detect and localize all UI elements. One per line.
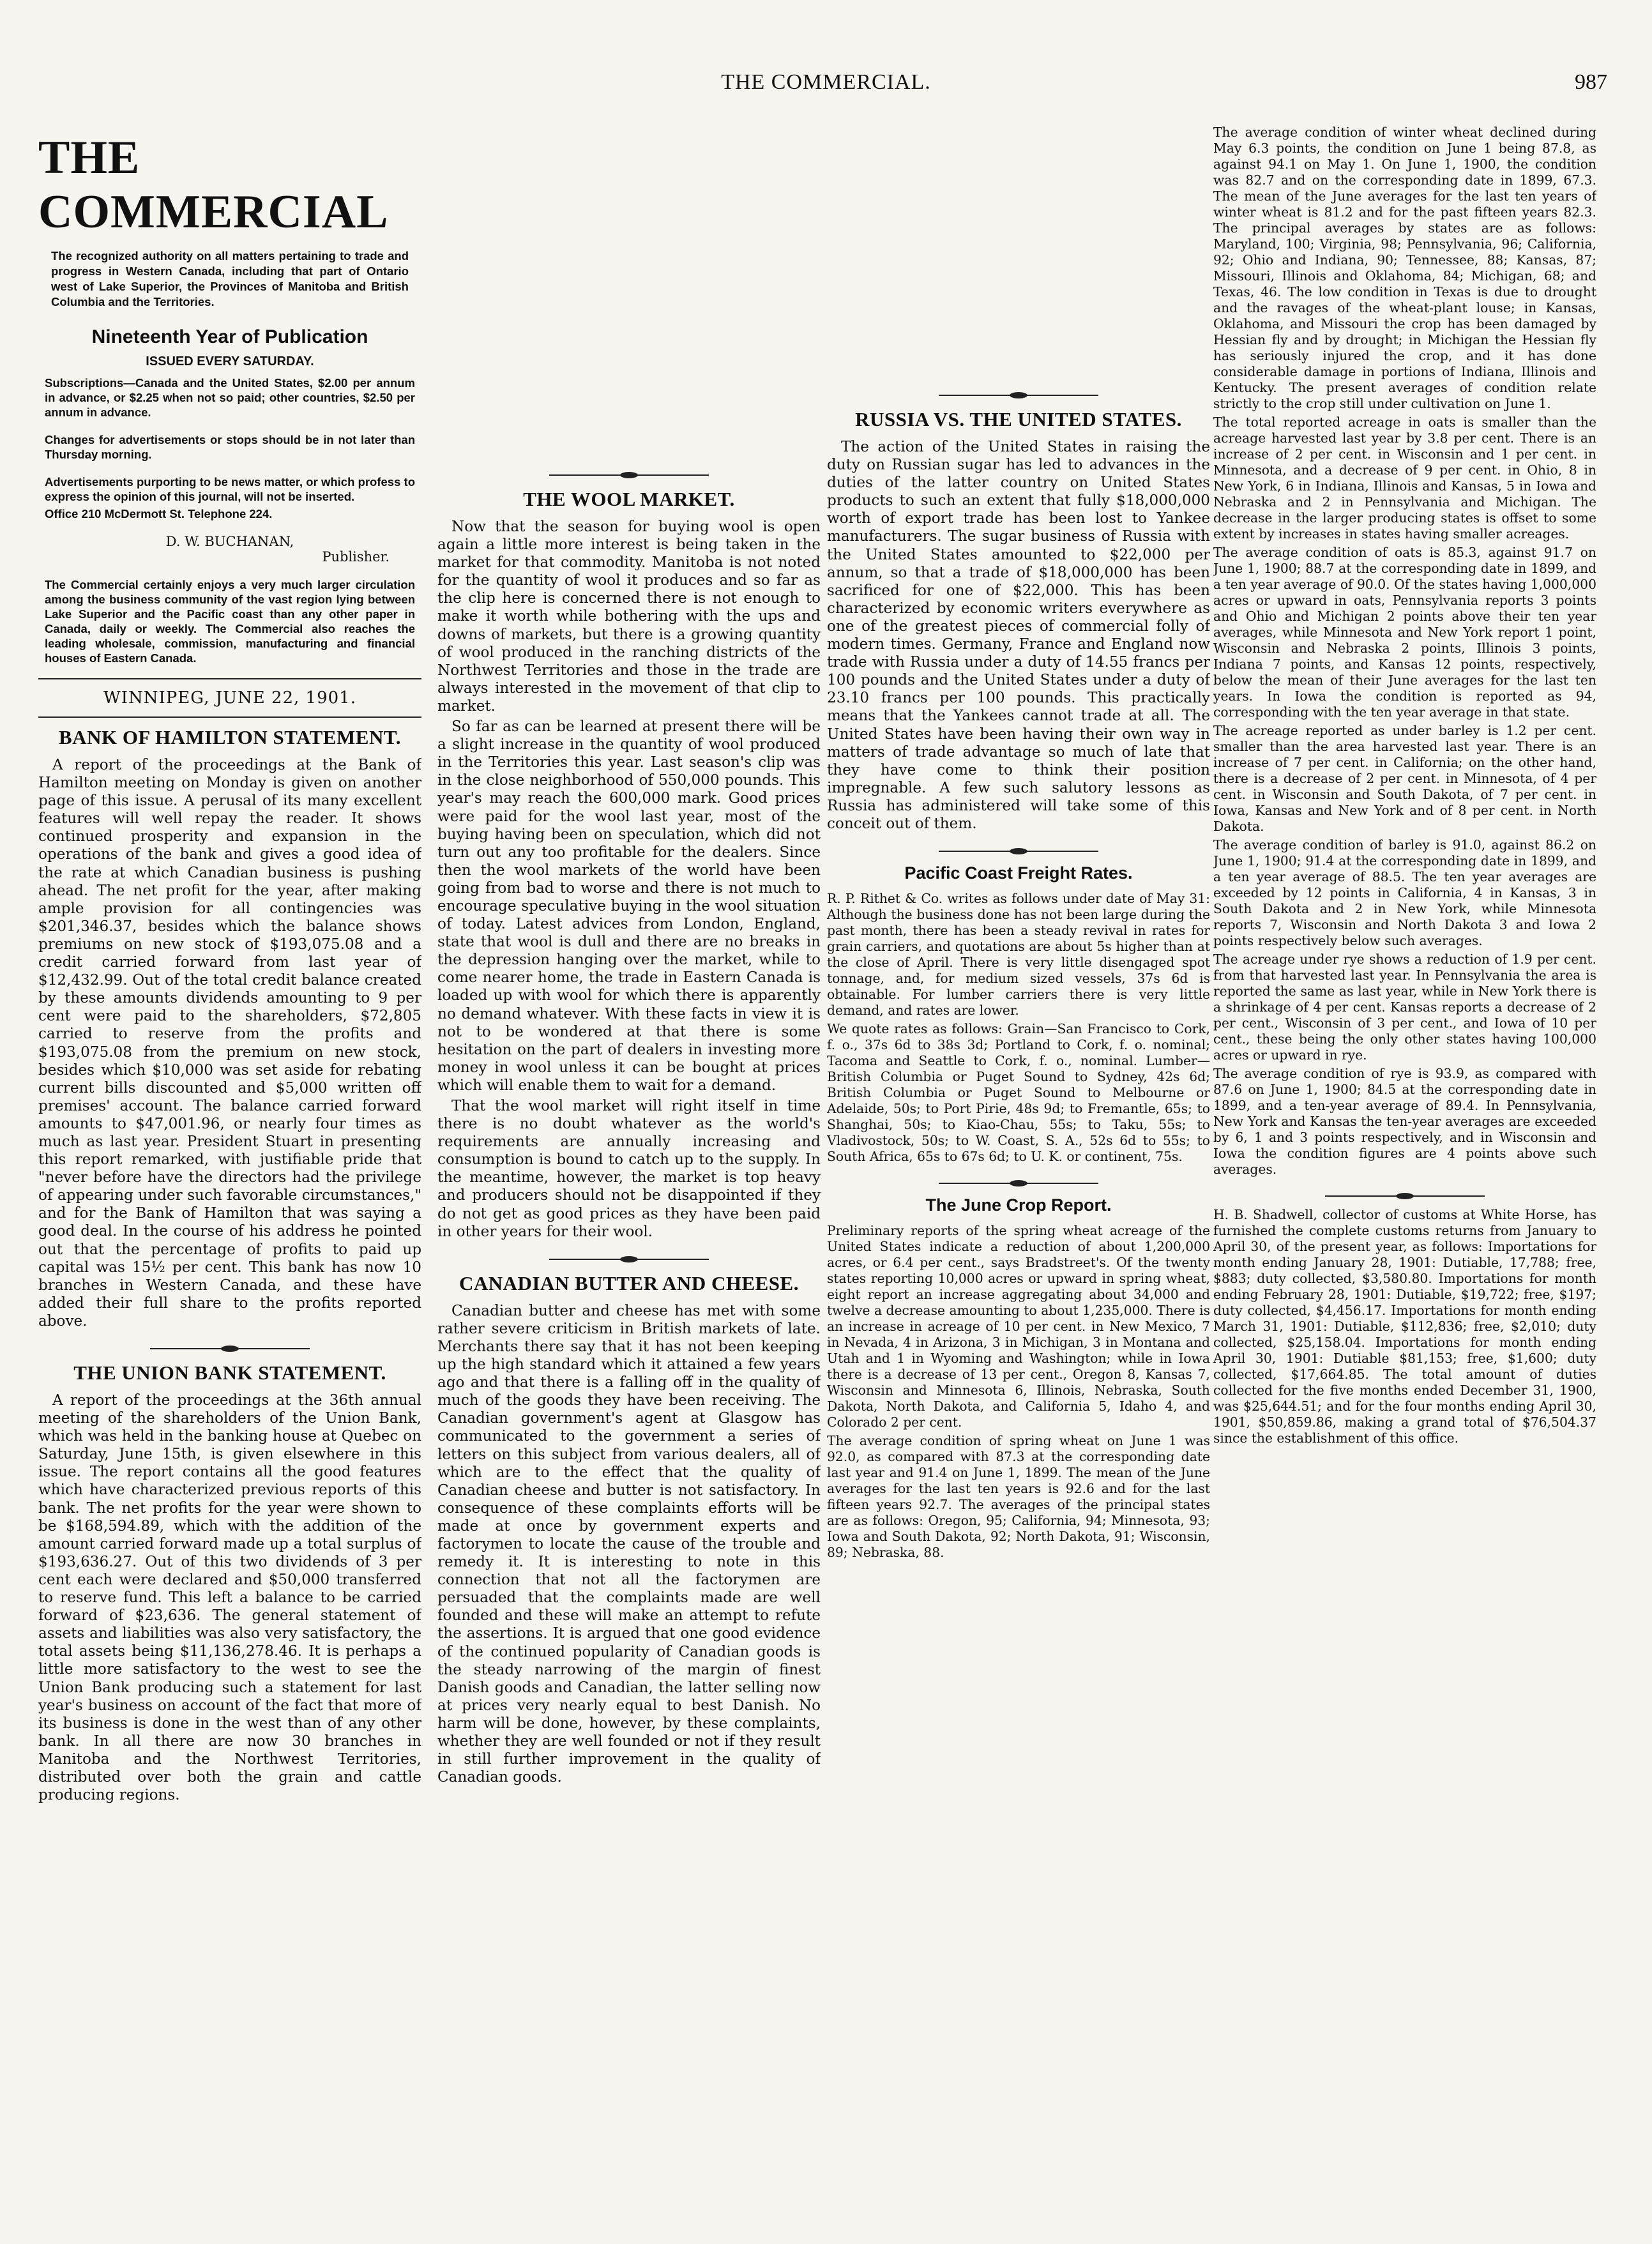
running-title: THE COMMERCIAL. <box>721 70 931 94</box>
article-title: BANK OF HAMILTON STATEMENT. <box>59 726 401 748</box>
article-paragraph: The acreage under rye shows a reduction of 1.9 per cent. from that harvested last year. In Pennsylvania the area is reported the same as last year, while in New York there is a shrinkage of 4 per cent. Kansas reports a decrease of 2 per cent., Wisconsin of 3 per cent., and Iowa of 10 per cent., these being the only other states having 100,000 acres or upward in rye. <box>1213 951 1596 1063</box>
advertisements-notice: Advertisements purporting to be news matter, or which profess to express the opinion of this journal, will not be inserted. <box>45 475 415 503</box>
ornament-divider <box>549 1255 709 1264</box>
dateline: WINNIPEG, JUNE 22, 1901. <box>103 688 356 708</box>
publication-year: Nineteenth Year of Publication <box>91 326 368 347</box>
page-header <box>0 0 1652 94</box>
article-paragraph: Preliminary reports of the spring wheat acreage of the United States indicate a reduction of about 1,200,000 acres, or 6.4 per cent., says Bradstreet's. Of the twenty states reporting 10,000 acres or upward in spring wheat, eight report an increase aggregating about 34,000 and twelve a decrease amounting to about 1,235,000. There is an increase in acreage of 10 per cent. in New Mexico, 7 in Nevada, 4 in Arizona, 3 in Michigan, 3 in Montana and Utah and 1 in Wyoming and Washington; while in Iowa there is a decrease of 13 per cent., Oregon 8, Kansas 7, Wisconsin and Minnesota 6, Illinois, Nebraska, South Dakota, North Dakota, and California 5, Idaho 4, and Colorado 2 per cent. <box>827 1223 1210 1430</box>
ornament-divider <box>1325 1192 1485 1201</box>
article-paragraph: A report of the proceedings at the Bank of Hamilton meeting on Monday is given on another page of this issue. A perusal of its many excellent features will well repay the reader. It shows continued prosperity and expansion in the operations of the bank and gives a good idea of the rate at which Canadian business is pushing ahead. The net profit for the year, after making ample provision for all contingencies was $201,346.37, besides which the balance shows premiums on new stock of $193,075.08 and a credit carried forward from last year of $12,432.99. Out of the total credit balance created by these amounts dividends amounting to 9 per cent were paid to the shareholders, $72,805 carried to reserve from the profits and $193,075.08 from the premium on new stock, besides which $10,000 was set aside for rebating current bills discounted and $5,000 written off premises' account. The balance carried forward amounts to $47,001.96, or nearly four times as much as last year. President Stuart in presenting this report remarked, with justifiable pride that "never before have the directors had the privilege of appearing under such favorable circumstances," and for the Bank of Hamilton that was saying a good deal. In the course of his address he pointed out that the percentage of profits to paid up capital was 15½ per cent. This bank has now 10 branches in Western Canada, and these have added their full share to the profits reported above. <box>38 757 421 1330</box>
article-paragraph: The total reported acreage in oats is smaller than the acreage harvested last year by 3.8 per cent. There is an increase of 2 per cent. in Wisconsin and 1 per cent. in Minnesota, and a decrease of 9 per cent. in Ohio, 8 in New York, 6 in Indiana, Illinois and Kansas, 5 in Iowa and Nebraska and 2 in Pennsylvania and Michigan. The decrease in the larger producing states is offset to some extent by increases in states having smaller acreages. <box>1213 414 1596 542</box>
column-4 <box>1213 125 1596 2225</box>
article-paragraph: R. P. Rithet & Co. writes as follows under date of May 31: Although the business done has not been large during the past month, there has been a steady revival in rates for grain carriers, and quotations are about 5s higher than at the close of April. There is very little disengaged spot tonnage, and, for medium sized vessels, 37s 6d is obtainable. For lumber carriers there is very little demand, and rates are lower. <box>827 891 1210 1019</box>
column-1 <box>38 125 421 2225</box>
article-title: RUSSIA VS. THE UNITED STATES. <box>855 408 1182 430</box>
circulation-notice: The Commercial certainly enjoys a very much larger circulation among the business community of the vast region lying between Lake Superior and the Pacific coast than any other paper in Canada, daily or weekly. The Commercial also reaches the leading wholesale, commission, manufacturing and financial houses of Eastern Canada. <box>45 578 415 665</box>
publisher-name: D. W. BUCHANAN, <box>165 534 294 549</box>
issued-line: ISSUED EVERY SATURDAY. <box>146 354 314 368</box>
ornament-divider <box>939 1179 1098 1188</box>
article-title: THE WOOL MARKET. <box>523 488 735 510</box>
ornament-divider <box>939 391 1098 400</box>
article-paragraph: The acreage reported as under barley is 1.2 per cent. smaller than the area harvested last year. There is an increase of 7 per cent. in California; on the other hand, there is a decrease of 2 per cent. in Minnesota, of 4 per cent. in Wisconsin and South Dakota, of 7 per cent. in Iowa, Kansas and New York and of 8 per cent. in North Dakota. <box>1213 723 1596 834</box>
article-paragraph: A report of the proceedings at the 36th annual meeting of the shareholders of the Union Bank, which was held in the banking house at Quebec on Saturday, June 15th, is given elsewhere in this issue. The report contains all the good features which have characterized previous reports of this bank. The net profits for the year were shown to be $168,594.89, which with the addition of the amount carried forward made up a total surplus of $193,636.27. Out of this two dividends of 3 per cent each were declared and $50,000 transferred to reserve fund. This left a balance to be carried forward of $23,636. The general statement of assets and liabilities was also very satisfactory, the total assets being $11,136,278.46. It is perhaps a little more satisfactory to the west to see the Union Bank producing such a statement for last year's business on account of the fact that more of its business is done in the west than of any other bank. In all there are now 30 branches in Manitoba and the Northwest Territories, distributed over both the grain and cattle producing regions. <box>38 1392 421 1804</box>
office-address: Office 210 McDermott St. Telephone 224. <box>45 507 273 520</box>
ornament-divider <box>549 471 709 480</box>
article-paragraph: The average condition of oats is 85.3, against 91.7 on June 1, 1900; 88.7 at the corresponding date in 1899, and a ten year average of 90.0. Of the states having 1,000,000 acres or upward in oats, Pennsylvania reports 3 points and Ohio and Michigan 2 points above their ten year averages, while Minnesota and New York report 1 point, Wisconsin and Nebraska 2 points, Illinois 3 points, Indiana 7 points, and Kansas 12 points, respectively, below the mean of their June averages for the last ten years. In Iowa the condition is reported as 94, corresponding with the ten year average in that state. <box>1213 545 1596 720</box>
article-paragraph: The average condition of rye is 93.9, as compared with 87.6 on June 1, 1900; 84.5 at the corresponding date in 1899, and a ten-year average of 89.4. In Pennsylvania, New York and Kansas the ten-year averages are exceeded by 6, 1 and 3 points respectively, and in Wisconsin and Iowa the condition figures are 4 points above such averages. <box>1213 1066 1596 1177</box>
authority-statement: The recognized authority on all matters pertaining to trade and progress in Western Canada, including that part of Ontario west of Lake Superior, the Provinces of Manitoba and British Columbia and the Territories. <box>51 249 409 308</box>
continued-space <box>827 125 1210 377</box>
article-paragraph: That the wool market will right itself in time there is no doubt whatever as the world's requirements are annually increasing and consumption is bound to catch up to the supply. In the meantime, however, the market is top heavy and producers should not be disappointed if they do not get as good prices as they have been paid in other years for their wool. <box>437 1098 821 1240</box>
article-title: Pacific Coast Freight Rates. <box>904 863 1133 883</box>
column-3 <box>827 125 1210 2225</box>
ornament-divider <box>939 847 1098 856</box>
article-paragraph: H. B. Shadwell, collector of customs at White Horse, has furnished the complete customs returns from January to April 30, of the present year, as follows: Importations for month ending January 28, 1901: Dutiable, 17,788; free, $883; duty collected, $3,580.80. Importations for month ending February 28, 1901: Dutiable, $19,722; free, $197; duty collected, $4,456.17. Importations for month ending March 31, 1901: Dutiable, $112,836; free, $2,010; duty collected, $25,158.04. Importations for month ending April 30, 1901: Dutiable $81,153; free, $1,600; duty collected, $17,664.85. The total amount of duties collected for the five months ended December 31, 1900, was $25,644.51; and for the four months ending April 30, 1901, $50,859.86, making a grand total of $76,504.37 since the establishment of this office. <box>1213 1207 1596 1446</box>
publisher-title: Publisher. <box>322 549 390 565</box>
article-paragraph: We quote rates as follows: Grain—San Francisco to Cork, f. o., 37s 6d to 38s 3d; Portland to Cork, f. o. nominal; Tacoma and Seattle to Cork, f. o., nominal. Lumber—British Columbia or Puget Sound to Sydney, 42s 6d; British Columbia or Puget Sound to Melbourne or Adelaide, 50s; to Port Pirie, 48s 9d; to Fremantle, 65s; to Shanghai, 50s; to Kiao-Chau, 55s; to Taku, 55s; to Vladivostock, 50s; to W. Coast, S. A., 52s 6d to 55s; to South Africa, 65s to 67s 6d; to U. K. or continent, 75s. <box>827 1021 1210 1165</box>
article-paragraph: The average condition of spring wheat on June 1 was 92.0, as compared with 87.3 at the corresponding date last year and 91.4 on June 1, 1899. The mean of the June averages for the last ten years is 92.6 and for the last fifteen years 92.7. The averages of the principal states are as follows: Oregon, 95; California, 94; Minnesota, 93; Iowa and South Dakota, 92; North Dakota, 91; Wisconsin, 89; Nebraska, 88. <box>827 1433 1210 1561</box>
article-title: The June Crop Report. <box>925 1195 1112 1215</box>
subscriptions-notice: Subscriptions—Canada and the United States, $2.00 per annum in advance, or $2.25 when not so paid; other countries, $2.50 per annum in advance. <box>45 376 415 419</box>
article-title: CANADIAN BUTTER AND CHEESE. <box>459 1271 799 1294</box>
ornament-divider <box>150 1344 310 1353</box>
article-paragraph: Now that the season for buying wool is open again a little more interest is being taken in the market for that commodity. Manitoba is not noted for the quantity of wool it produces and so far as the clip here is concerned there is not enough to make it worth while bothering with the ups and downs of markets, but there is a growing quantity of wool produced in the ranching districts of the Northwest Territories and those in the trade are always interested in the movement of that clip to market. <box>437 519 821 715</box>
page-number: 987 <box>1575 70 1607 94</box>
changes-notice: Changes for advertisements or stops should be in not later than Thursday morning. <box>45 433 415 461</box>
column-2 <box>437 125 821 2225</box>
divider <box>38 716 421 718</box>
continued-space <box>437 125 821 457</box>
article-paragraph: So far as can be learned at present there will be a slight increase in the quantity of wool produced in the Territories this year. Last season's clip was in the close neighborhood of 550,000 pounds. This year's may reach the 600,000 mark. Good prices were paid for the wool last year, most of the buying having been on speculation, which did not turn out any too profitable for the dealers. Since then the wool markets of the world have been going from bad to worse and there is not much to encourage speculative buying in the wool situation of today. Latest advices from London, England, state that wool is dull and there are no breaks in the depression hanging over the market, while to come nearer home, the trade in Eastern Canada is loaded up with wool for which there is apparently no demand whatever. With these facts in view it is not to be wondered at that there is some hesitation on the part of dealers in investing more money in wool unless it can be bought at prices which will enable them to wait for a demand. <box>437 718 821 1094</box>
article-paragraph: The average condition of winter wheat declined during May 6.3 points, the condition on June 1 being 87.8, as against 94.1 on May 1. On June 1, 1900, the condition was 82.7 and on the corresponding date in 1899, 67.3. The mean of the June averages for the last ten years of winter wheat is 81.2 and for the past fifteen years 82.3. The principal averages by states are as follows: Maryland, 100; Virginia, 98; Pennsylvania, 96; California, 92; Ohio and Indiana, 90; Tennessee, 88; Kansas, 87; Missouri, Illinois and Oklahoma, 84; Michigan, 68; and Texas, 46. The low condition in Texas is due to drought and the ravages of the wheat-plant louse; in Kansas, Oklahoma, and Missouri the crop has been damaged by Hessian fly and by drought; in Michigan the Hessian fly has seriously injured the crop, and it has done considerable damage in portions of Indiana, Illinois and Kentucky. The present averages of condition relate strictly to the crop still under cultivation on June 1. <box>1213 125 1596 411</box>
article-title: THE UNION BANK STATEMENT. <box>73 1361 386 1384</box>
article-paragraph: Canadian butter and cheese has met with some rather severe criticism in British markets of late. Merchants there say that it has not been keeping up the high standard which it attained a few years ago and that there is a falling off in the quality of much of the goods they have been receiving. The Canadian government's agent at Glasgow has communicated to the government a series of letters on this subject from various dealers, all of which are to the effect that the quality of Canadian cheese and butter is not satisfactory. In consequence of these complaints efforts will be made at once by government experts and factorymen to locate the cause of the trouble and remedy it. It is interesting to note in this connection that not all the factorymen are persuaded that the complaints made are well founded and these will make an attempt to refute the assertions. It is argued that one good evidence of the continued popularity of Canadian goods is the steady narrowing of the margin of finest Danish goods and Canadian, the latter selling now at prices very nearly equal to best Danish. No harm will be done, however, by these complaints, whether they are well founded or not if they result in still further improvement in the quality of Canadian goods. <box>437 1302 821 1786</box>
article-paragraph: The average condition of barley is 91.0, against 86.2 on June 1, 1900; 91.4 at the corresponding date in 1899, and a ten year average of 88.5. The ten year averages are exceeded by 12 points in California, 4 in Kansas, 3 in South Dakota and 2 in New York, while Minnesota reports 7, Wisconsin and North Dakota 3 and Iowa 2 points respectively below such averages. <box>1213 837 1596 948</box>
divider <box>38 678 421 679</box>
article-paragraph: The action of the United States in raising the duty on Russian sugar has led to advances in the duties of the latter country on United States products to such an extent that fully $18,000,000 worth of export trade has been lost to Yankee manufacturers. The sugar business of Russia with the United States amounted to $22,000 per annum, so that a trade of $18,000,000 has been sacrificed for one of $22,000. This has been characterized by economic writers everywhere as one of the greatest pieces of commercial folly of modern times. Germany, France and England now trade with Russia under a duty of 14.55 francs per 100 pounds and the United States under a duty of 23.10 francs per 100 pounds. This practically means that the Yankees cannot trade at all. The United States have been having their own way in matters of trade advantage so much of late that they have come to think their position impregnable. A few such salutory lessons as Russia has administered will take some of this conceit out of them. <box>827 439 1210 832</box>
masthead-title: THE COMMERCIAL <box>38 132 389 238</box>
